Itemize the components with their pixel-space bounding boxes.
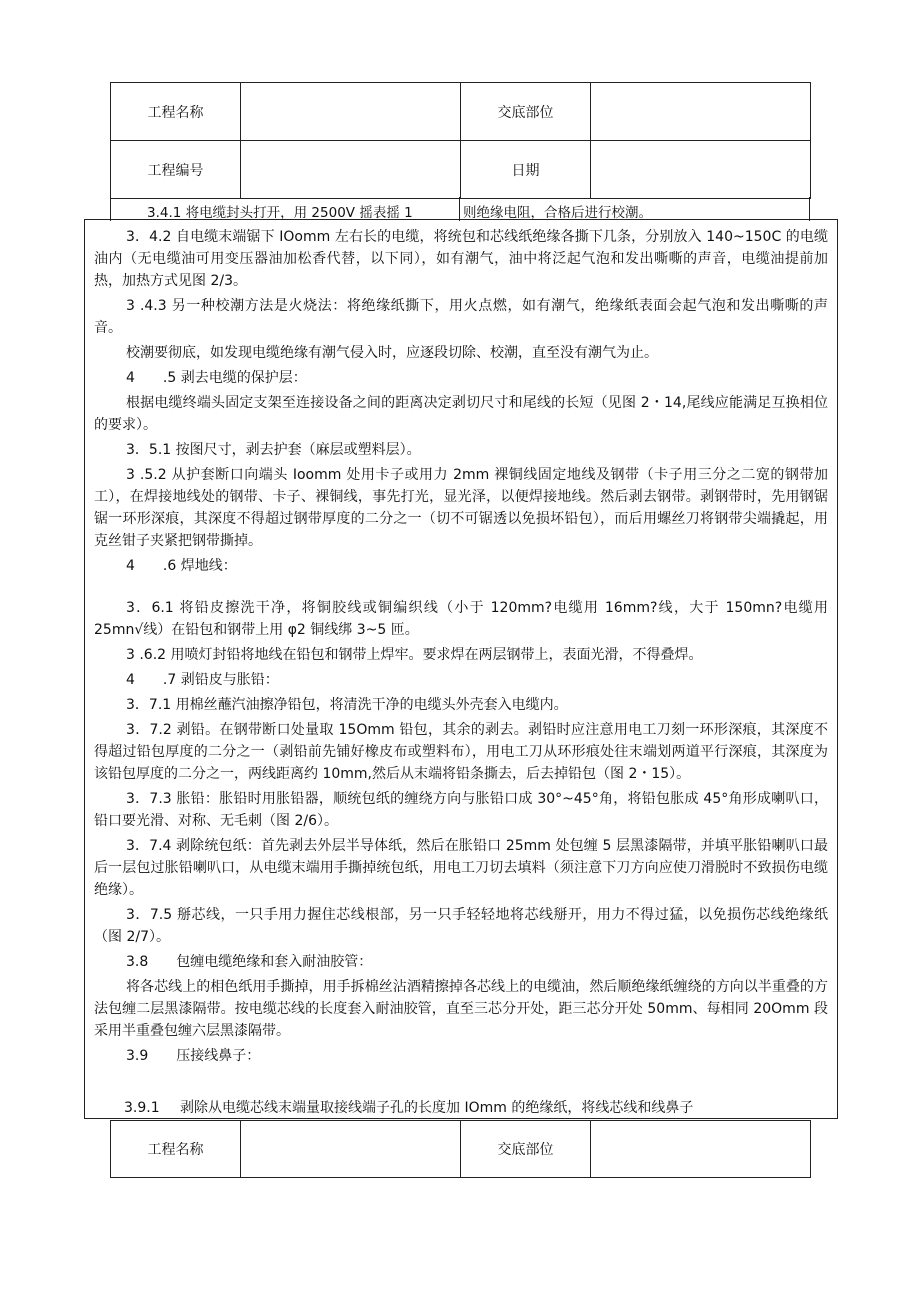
paragraph: 3 .6.2 用喷灯封铅将地线在铅包和钢带上焊牢。要求焊在两层钢带上，表面光滑，不得叠焊。	[126, 647, 703, 663]
paragraph: 3．4.2 自电缆末端锯下 IOomm 左右长的电缆，将统包和芯线纸绝缘各撕下几条，分别放入 140~150C 的电缆油内（无电缆油可用变压器油加松香代替，以下同），如有潮气，油中将泛起气泡和发出嘶嘶的声音，电缆油提前加热，加热方式见图 2/3。	[94, 229, 828, 289]
handover-part-value	[591, 83, 811, 141]
paragraph: 3 .5.2 从护套断口向端头 Ioomm 处用卡子或用力 2mm 裸铜线固定地线及钢带（卡子用三分之二宽的钢带加工），在焊接地线处的钢带、卡子、裸铜线，事先打光，显光泽，以便焊接地线。然后剥去钢带。剥钢带时，先用钢锯锯一环形深痕，其深度不得超过钢带厚度的二分之一（切不可锯透以免损坏铅包），而后用螺丝刀将钢带尖端撬起，用克丝钳子夹紧把钢带撕掉。	[94, 467, 828, 549]
paragraph: 3．7.5 掰芯线，一只手用力握住芯线根部，另一只手轻轻地将芯线掰开，用力不得过猛，以免损伤芯线绝缘纸（图 2/7）。	[94, 907, 828, 945]
paragraph: 3．7.4 剥除统包纸：首先剥去外层半导体纸，然后在胀铅口 25mm 处包缠 5 层黑漆隔带，并填平胀铅喇叭口最后一层包过胀铅喇叭口，从电缆末端用手撕掉统包纸，用电工刀切去填料（须注意下刀方向应使刀滑脱时不致损伤电缆绝缘）。	[94, 838, 828, 898]
paragraph: 3 .4.3 另一种校潮方法是火烧法：将绝缘纸撕下，用火点燃，如有潮气，绝缘纸表面会起气泡和发出嘶嘶的声音。	[94, 298, 828, 336]
first-line-divider	[459, 197, 460, 221]
paragraph: 3．6.1 将铅皮擦洗干净，将铜胶线或铜编织线（小于 120mm?电缆用 16mm?线，大于 150mn?电缆用 25mn√线）在铅包和钢带上用 φ2 铜线绑 3~5 匝。	[94, 600, 828, 638]
first-line-row	[110, 197, 810, 221]
date-value	[591, 141, 811, 199]
section-heading: 3.8 包缠电缆绝缘和套入耐油胶管：	[126, 954, 373, 970]
handover-part-label: 交底部位	[461, 83, 591, 141]
first-line-left: 3.4.1 将电缆封头打开，用 2500V 摇表摇 1	[147, 205, 413, 221]
date-label: 日期	[461, 141, 591, 199]
paragraph: 3．7.2 剥铅。在钢带断口处量取 15Omm 铅包，其余的剥去。剥铅时应注意用电工刀刻一环形深痕，其深度不得超过铅包厚度的二分之一（剥铅前先铺好橡皮布或塑料布），用电工刀从环形痕处往末端划两道平行深痕，其深度为该铅包厚度的二分之一，两线距离约 10mm,然后从末端将铅条撕去，后去掉铅包（图 2・15）。	[94, 722, 828, 782]
project-no-label: 工程编号	[111, 141, 241, 199]
section-heading: 4 .5 剥去电缆的保护层：	[126, 370, 307, 386]
section-heading: 4 .7 剥铅皮与胀铅：	[126, 672, 279, 688]
paragraph: 3．7.3 胀铅：胀铅时用胀铅器，顺统包纸的缠绕方向与胀铅口成 30°~45°角，将铅包胀成 45°角形成喇叭口，铅口要光滑、对称、无毛刺（图 2/6）。	[94, 791, 828, 829]
footer-row-project-name	[111, 1121, 811, 1178]
footer-handover-part-label: 交底部位	[461, 1121, 591, 1178]
content-body	[86, 226, 836, 1070]
first-line-right: 则绝缘电阻，合格后进行校潮。	[463, 205, 652, 221]
footer-handover-part-value	[591, 1121, 811, 1178]
paragraph: 将各芯线上的相色纸用手撕掉，用手拆棉丝沾酒精擦掉各芯线上的电缆油，然后顺绝缘纸缠绕的方向以半重叠的方法包缠二层黑漆隔带。按电缆芯线的长度套入耐油胶管，直至三芯分开处，距三芯分开处 50mm、每相同 20Omm 段采用半重叠包缠六层黑漆隔带。	[94, 979, 828, 1039]
paragraph: 3．5.1 按图尺寸，剥去护套（麻层或塑料层）。	[126, 442, 421, 458]
last-line-num: 3.9.1	[124, 1100, 160, 1116]
paragraph: 根据电缆终端头固定支架至连接设备之间的距离决定剥切尺寸和尾线的长短（见图 2・14,尾线应能满足互换相位的要求）。	[94, 395, 828, 433]
header-row-project-name	[111, 83, 811, 141]
last-line-text: 剥除从电缆芯线末端量取接线端子孔的长度加 IOmm 的绝缘纸，将线芯线和线鼻子	[180, 1100, 694, 1116]
footer-project-name-label: 工程名称	[111, 1121, 241, 1178]
last-line	[84, 1097, 838, 1119]
footer-table	[110, 1120, 811, 1178]
section-heading: 4 .6 焊地线：	[126, 558, 237, 574]
section-heading: 3.9 压接线鼻子：	[126, 1048, 261, 1064]
project-name-value	[241, 83, 461, 141]
footer-project-name-value	[241, 1121, 461, 1178]
paragraph: 3．7.1 用棉丝蘸汽油擦净铅包，将清洗干净的电缆头外壳套入电缆内。	[126, 697, 568, 713]
header-table	[110, 82, 811, 199]
project-name-label: 工程名称	[111, 83, 241, 141]
header-row-project-no	[111, 141, 811, 199]
paragraph: 校潮要彻底，如发现电缆绝缘有潮气侵入时，应逐段切除、校潮，直至没有潮气为止。	[126, 345, 658, 361]
project-no-value	[241, 141, 461, 199]
